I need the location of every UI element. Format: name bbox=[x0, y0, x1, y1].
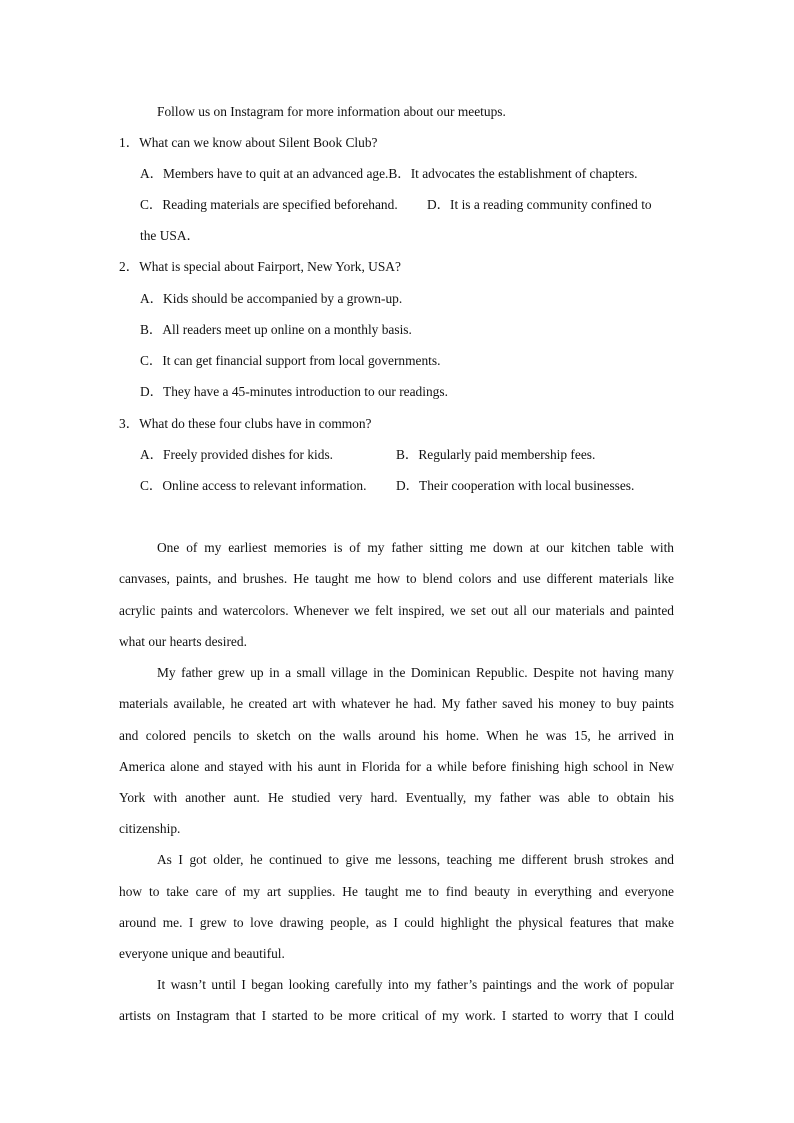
question-2-option-d: D．They have a 45-minutes introduction to our readings. bbox=[140, 384, 448, 399]
question-1-option-d-cont: the USA． bbox=[140, 228, 200, 243]
passage-p3-line: As I got older, he continued to give me lessons, teaching me different brush strokes and bbox=[157, 852, 674, 867]
question-2-option-c: C．It can get financial support from local governments. bbox=[140, 353, 441, 368]
question-3-option-b: B．Regularly paid membership fees. bbox=[396, 447, 596, 462]
question-3-stem: 3．What do these four clubs have in common? bbox=[119, 416, 372, 431]
passage-p1-line: canvases, paints, and brushes. He taught me how to blend colors and use different materials like bbox=[119, 571, 674, 586]
passage-p2-line: citizenship. bbox=[119, 821, 181, 836]
passage-p2-line: America alone and stayed with his aunt in Florida for a while before finishing high school in New bbox=[119, 759, 674, 774]
question-2-option-a: A．Kids should be accompanied by a grown-up. bbox=[140, 291, 403, 306]
passage-p3-line: everyone unique and beautiful. bbox=[119, 946, 285, 961]
passage-p4-line: artists on Instagram that I started to be more critical of my work. I started to worry that I could bbox=[119, 1008, 674, 1023]
question-1-option-ab: A．Members have to quit at an advanced age.B．It advocates the establishment of chapters. bbox=[140, 166, 638, 181]
question-1-option-d: D．It is a reading community confined to bbox=[427, 197, 652, 212]
question-3-option-a: A．Freely provided dishes for kids. bbox=[140, 447, 334, 462]
question-3-option-c: C．Online access to relevant information. bbox=[140, 478, 367, 493]
question-3-option-d: D．Their cooperation with local businesses. bbox=[396, 478, 635, 493]
passage-p2-line: and colored pencils to sketch on the walls around his home. When he was 15, he arrived in bbox=[119, 728, 674, 743]
passage-p1-line: what our hearts desired. bbox=[119, 634, 247, 649]
passage-p2-line: materials available, he created art with whatever he had. My father saved his money to buy paints bbox=[119, 696, 674, 711]
question-1-stem: 1．What can we know about Silent Book Club? bbox=[119, 135, 378, 150]
passage-p3-line: around me. I grew to love drawing people, as I could highlight the physical features that make bbox=[119, 915, 674, 930]
question-2-stem: 2．What is special about Fairport, New York, USA? bbox=[119, 259, 401, 274]
question-1-option-c: C．Reading materials are specified beforehand. bbox=[140, 197, 398, 212]
passage-p4-line: It wasn’t until I began looking carefully into my father’s paintings and the work of popular bbox=[157, 977, 674, 992]
passage-p1-line: acrylic paints and watercolors. Whenever we felt inspired, we set out all our materials and painted bbox=[119, 603, 674, 618]
passage-p2-line: My father grew up in a small village in the Dominican Republic. Despite not having many bbox=[157, 665, 674, 680]
intro-line: Follow us on Instagram for more information about our meetups. bbox=[157, 104, 506, 119]
passage-p3-line: how to take care of my art supplies. He taught me to find beauty in everything and everyone bbox=[119, 884, 674, 899]
question-2-option-b: B．All readers meet up online on a monthly basis. bbox=[140, 322, 412, 337]
passage-p2-line: York with another aunt. He studied very hard. Eventually, my father was able to obtain his bbox=[119, 790, 674, 805]
passage-p1-line: One of my earliest memories is of my father sitting me down at our kitchen table with bbox=[157, 540, 674, 555]
